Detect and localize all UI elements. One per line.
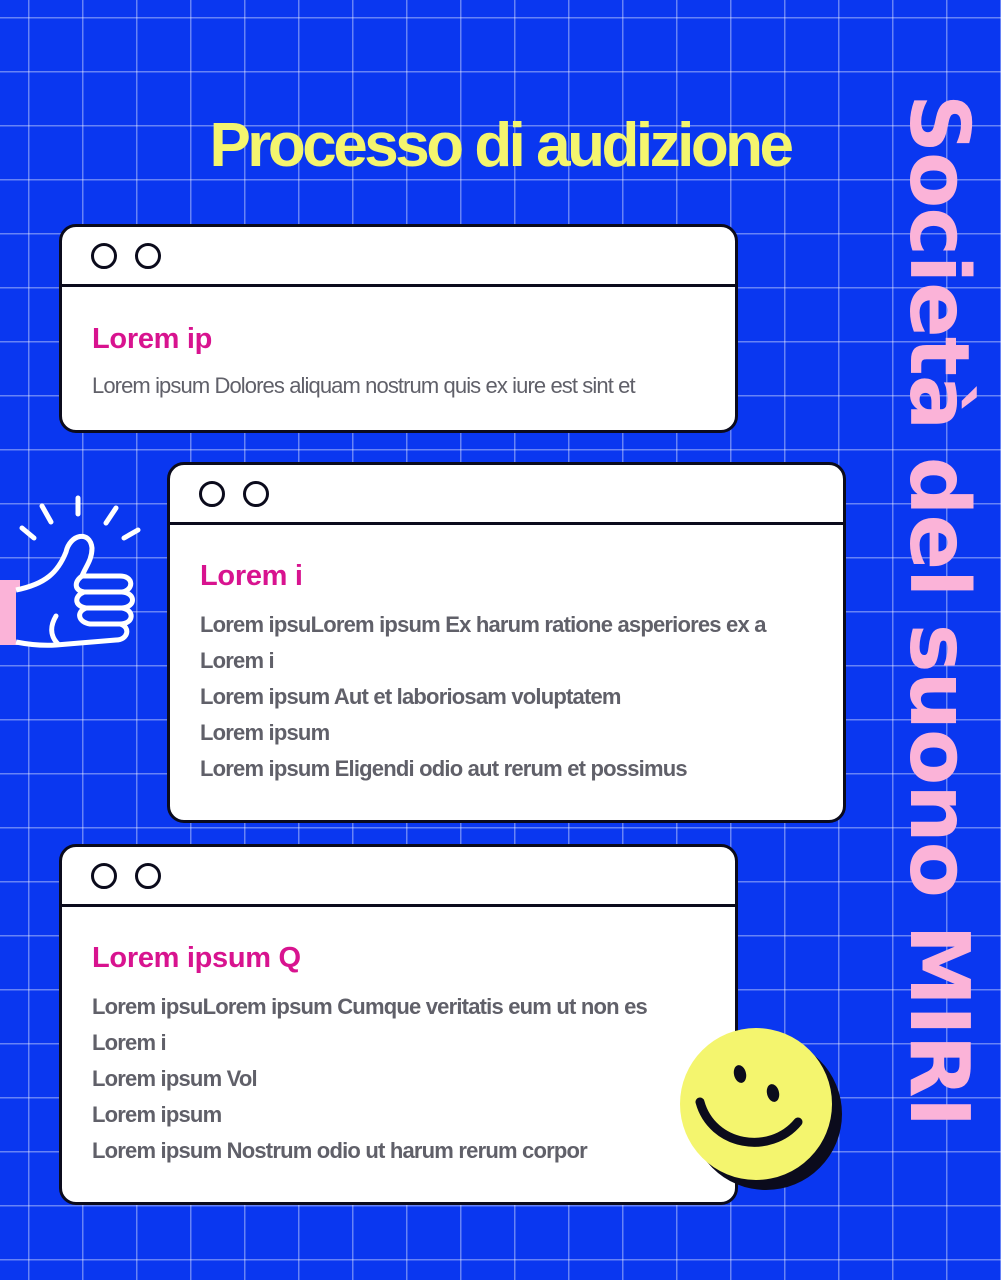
- card-heading: Lorem ip: [92, 323, 213, 355]
- list-item: Lorem ipsum: [200, 720, 330, 745]
- card-heading: Lorem i: [200, 560, 303, 592]
- audition-step-card-1: [59, 224, 738, 433]
- thumbs-up-icon: [0, 490, 150, 660]
- card-heading: Lorem ipsum Q: [92, 942, 301, 974]
- list-item: Lorem ipsum Aut et laboriosam voluptatem: [200, 684, 621, 709]
- list-item: Lorem ipsuLorem ipsum Ex harum ratione asperiores ex a: [200, 612, 766, 637]
- audition-step-card-3: [59, 844, 738, 1205]
- circle-icon: [91, 863, 117, 889]
- window-title-bar: [62, 847, 735, 907]
- circle-icon: [91, 243, 117, 269]
- circle-icon: [199, 481, 225, 507]
- card-list: [92, 989, 705, 1169]
- card-body: [170, 557, 843, 787]
- card-text: Lorem ipsum Dolores aliquam nostrum quis ex iure est sint et: [92, 373, 635, 398]
- circle-icon: [135, 863, 161, 889]
- audition-step-card-2: [167, 462, 846, 823]
- list-item: Lorem ipsum Vol: [92, 1066, 257, 1091]
- window-title-bar: [170, 465, 843, 525]
- list-item: Lorem ipsum Nostrum odio ut harum rerum corpor: [92, 1138, 587, 1163]
- list-item: Lorem ipsum: [92, 1102, 222, 1127]
- card-list: [200, 607, 813, 787]
- card-body: [62, 939, 735, 1169]
- list-item: Lorem i: [92, 1030, 166, 1055]
- circle-icon: [135, 243, 161, 269]
- page-title: Processo di audizione: [209, 111, 791, 180]
- card-body: [62, 320, 735, 404]
- list-item: Lorem ipsum Eligendi odio aut rerum et possimus: [200, 756, 687, 781]
- window-title-bar: [62, 227, 735, 287]
- list-item: Lorem i: [200, 648, 274, 673]
- circle-icon: [243, 481, 269, 507]
- list-item: Lorem ipsuLorem ipsum Cumque veritatis eum ut non es: [92, 994, 647, 1019]
- vertical-society-title: Società del suono MIRI: [891, 94, 986, 1127]
- smiley-face-icon: [672, 1024, 848, 1200]
